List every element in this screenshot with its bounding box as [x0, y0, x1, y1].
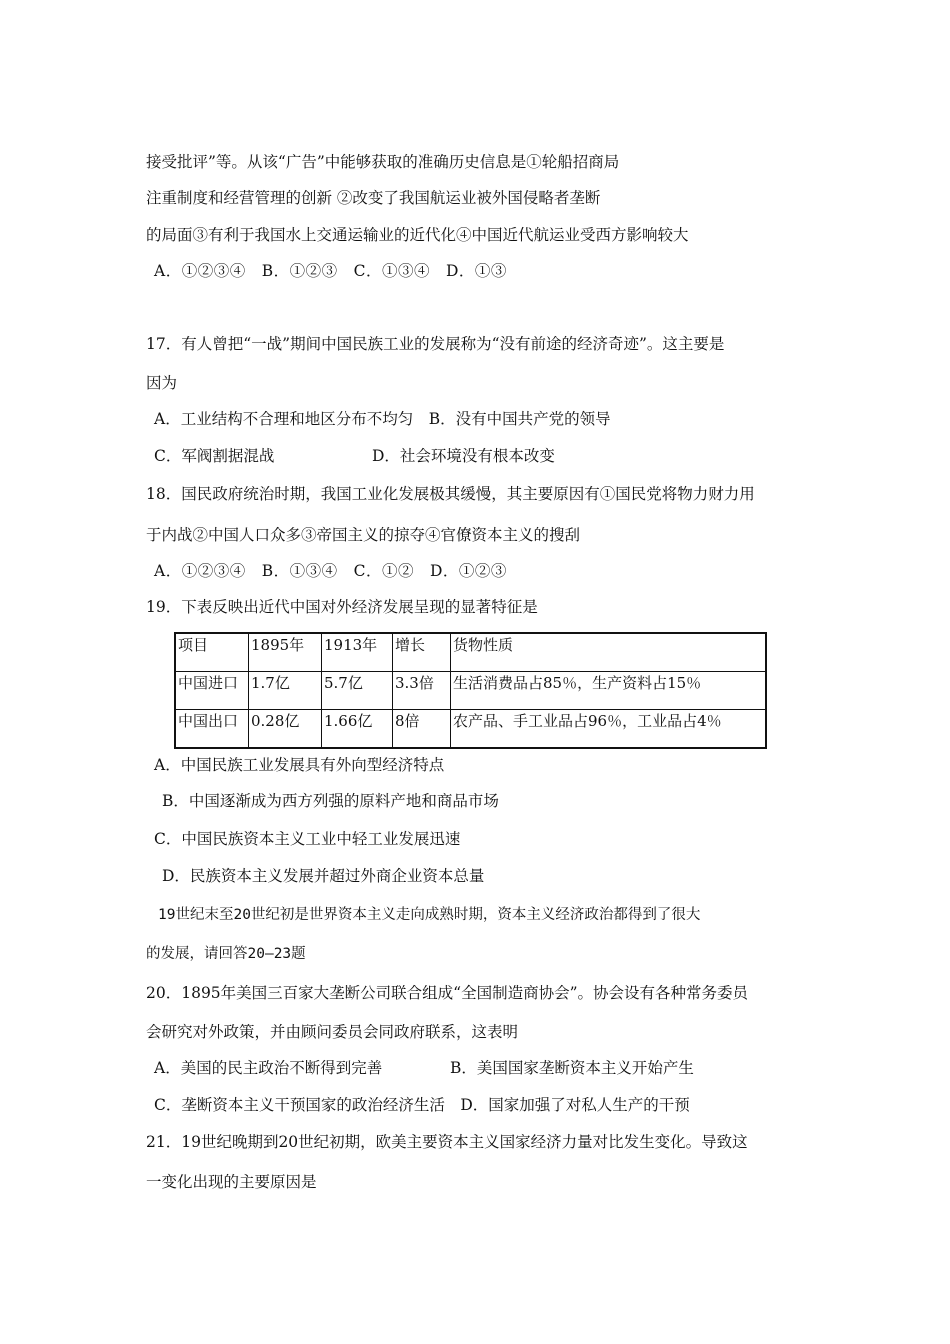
- table-cell: 0.28亿: [249, 710, 322, 749]
- q20-options-cd: C．垄断资本主义干预国家的政治经济生活 D．国家加强了对私人生产的干预: [154, 1096, 690, 1114]
- section-intro-line-1: 19世纪末至20世纪初是世界资本主义走向成熟时期，资本主义经济政治都得到了很大: [158, 907, 701, 923]
- q16-options: A．①②③④ B．①②③ C．①③④ D．①③: [154, 262, 507, 280]
- q17-stem-line-2: 因为: [146, 374, 178, 392]
- table-header-cell: 1913年: [322, 633, 393, 672]
- table-row: [175, 672, 766, 710]
- q20-option-a: A．美国的民主政治不断得到完善: [154, 1059, 383, 1077]
- q19-option-a: A．中国民族工业发展具有外向型经济特点: [154, 756, 445, 774]
- table-header-row: [175, 633, 766, 672]
- q21-stem-line-2: 一变化出现的主要原因是: [146, 1173, 317, 1191]
- table-cell: 生活消费品占85％，生产资料占15％: [451, 672, 767, 710]
- q19-stem: 19．下表反映出近代中国对外经济发展呈现的显著特征是: [146, 598, 538, 616]
- table-header-cell: 1895年: [249, 633, 322, 672]
- q16-line-3: 的局面③有利于我国水上交通运输业的近代化④中国近代航运业受西方影响较大: [146, 226, 689, 244]
- q17-option-c: C．军阀割据混战: [154, 447, 275, 465]
- table-header-cell: 项目: [175, 633, 249, 672]
- table-cell: 农产品、手工业品占96％，工业品占4％: [451, 710, 767, 749]
- q19-option-c: C．中国民族资本主义工业中轻工业发展迅速: [154, 830, 461, 848]
- q18-stem-line-2: 于内战②中国人口众多③帝国主义的掠夺④官僚资本主义的搜刮: [146, 526, 581, 544]
- table-cell: 5.7亿: [322, 672, 393, 710]
- table-cell: 3.3倍: [393, 672, 451, 710]
- section-intro-line-2: 的发展，请回答20—23题: [146, 946, 306, 962]
- table-cell: 8倍: [393, 710, 451, 749]
- table-cell: 1.66亿: [322, 710, 393, 749]
- table-header-cell: 货物性质: [451, 633, 767, 672]
- table-row: [175, 710, 766, 749]
- q20-option-b: B．美国国家垄断资本主义开始产生: [450, 1059, 694, 1077]
- q19-data-table: [174, 632, 767, 749]
- q20-stem-line-2: 会研究对外政策，并由顾问委员会同政府联系，这表明: [146, 1023, 519, 1041]
- q21-stem-line-1: 21．19世纪晚期到20世纪初期，欧美主要资本主义国家经济力量对比发生变化。导致这: [146, 1133, 748, 1151]
- q17-option-d: D．社会环境没有根本改变: [372, 447, 555, 465]
- q20-stem-line-1: 20．1895年美国三百家大垄断公司联合组成“全国制造商协会”。协会设有各种常务委员: [146, 984, 749, 1002]
- table-cell: 中国出口: [175, 710, 249, 749]
- q16-line-2: 注重制度和经营管理的创新 ②改变了我国航运业被外国侵略者垄断: [146, 189, 601, 207]
- q18-options: A．①②③④ B．①③④ C．①② D．①②③: [154, 562, 507, 580]
- q19-option-b: B．中国逐渐成为西方列强的原料产地和商品市场: [162, 792, 499, 810]
- table-header-cell: 增长: [393, 633, 451, 672]
- q19-option-d: D．民族资本主义发展并超过外商企业资本总量: [162, 867, 485, 885]
- q17-options-ab: A．工业结构不合理和地区分布不均匀 B．没有中国共产党的领导: [154, 410, 611, 428]
- table-cell: 中国进口: [175, 672, 249, 710]
- table-cell: 1.7亿: [249, 672, 322, 710]
- q18-stem-line-1: 18．国民政府统治时期，我国工业化发展极其缓慢，其主要原因有①国民党将物力财力用: [146, 485, 755, 503]
- q17-stem-line-1: 17．有人曾把“一战”期间中国民族工业的发展称为“没有前途的经济奇迹”。这主要是: [146, 335, 725, 353]
- q16-line-1: 接受批评”等。从该“广告”中能够获取的准确历史信息是①轮船招商局: [146, 153, 620, 171]
